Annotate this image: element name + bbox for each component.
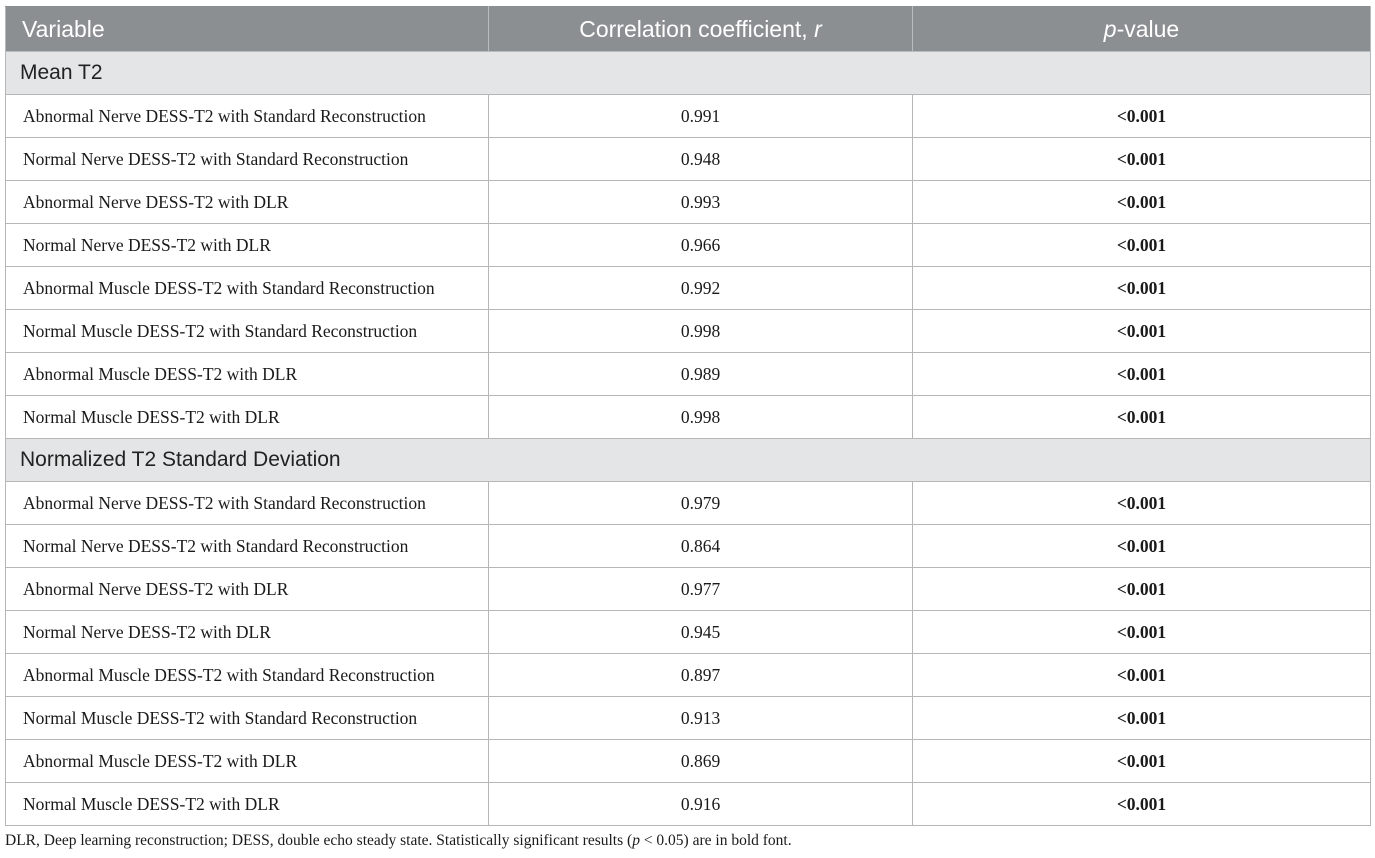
header-correlation-label: Correlation coefficient, — [579, 15, 815, 42]
p-value-cell: <0.001 — [913, 568, 1371, 611]
table-row — [6, 654, 1371, 697]
header-p-value — [913, 7, 1371, 52]
variable-cell: Normal Muscle DESS-T2 with Standard Reconstruction — [6, 310, 489, 353]
table-body — [6, 52, 1371, 826]
table-header-row — [6, 7, 1371, 52]
correlation-cell: 0.948 — [489, 138, 913, 181]
results-table-container — [5, 6, 1370, 826]
correlation-table — [5, 6, 1371, 826]
correlation-cell: 0.913 — [489, 697, 913, 740]
correlation-cell: 0.991 — [489, 95, 913, 138]
footnote-text-1: DLR, Deep learning reconstruction; DESS, double echo steady state. Statistically significant results ( — [5, 832, 633, 849]
p-value-cell: <0.001 — [913, 783, 1371, 826]
p-value-cell: <0.001 — [913, 482, 1371, 525]
section-title: Mean T2 — [6, 52, 1371, 95]
variable-cell: Normal Nerve DESS-T2 with DLR — [6, 224, 489, 267]
correlation-cell: 0.864 — [489, 525, 913, 568]
header-p-symbol: p — [1103, 15, 1117, 42]
variable-cell: Abnormal Nerve DESS-T2 with Standard Reconstruction — [6, 95, 489, 138]
variable-cell: Abnormal Muscle DESS-T2 with Standard Reconstruction — [6, 654, 489, 697]
p-value-cell: <0.001 — [913, 138, 1371, 181]
p-value-cell: <0.001 — [913, 267, 1371, 310]
correlation-cell: 0.916 — [489, 783, 913, 826]
variable-cell: Abnormal Nerve DESS-T2 with Standard Reconstruction — [6, 482, 489, 525]
table-row — [6, 783, 1371, 826]
table-row — [6, 482, 1371, 525]
p-value-cell: <0.001 — [913, 181, 1371, 224]
footnote-text-2: < 0.05) are in bold font. — [639, 832, 792, 849]
header-correlation-symbol: r — [814, 15, 822, 42]
p-value-cell: <0.001 — [913, 353, 1371, 396]
variable-cell: Abnormal Nerve DESS-T2 with DLR — [6, 568, 489, 611]
table-row — [6, 611, 1371, 654]
table-row — [6, 224, 1371, 267]
correlation-cell: 0.977 — [489, 568, 913, 611]
table-footnote — [5, 832, 792, 850]
section-title: Normalized T2 Standard Deviation — [6, 439, 1371, 482]
correlation-cell: 0.966 — [489, 224, 913, 267]
table-row — [6, 396, 1371, 439]
variable-cell: Normal Muscle DESS-T2 with Standard Reconstruction — [6, 697, 489, 740]
correlation-cell: 0.998 — [489, 396, 913, 439]
p-value-cell: <0.001 — [913, 654, 1371, 697]
section-header-row — [6, 439, 1371, 482]
p-value-cell: <0.001 — [913, 224, 1371, 267]
correlation-cell: 0.945 — [489, 611, 913, 654]
variable-cell: Abnormal Muscle DESS-T2 with DLR — [6, 740, 489, 783]
variable-cell: Abnormal Nerve DESS-T2 with DLR — [6, 181, 489, 224]
table-row — [6, 740, 1371, 783]
correlation-cell: 0.998 — [489, 310, 913, 353]
table-row — [6, 181, 1371, 224]
header-correlation — [489, 7, 913, 52]
variable-cell: Normal Nerve DESS-T2 with Standard Reconstruction — [6, 138, 489, 181]
table-row — [6, 568, 1371, 611]
header-variable: Variable — [6, 7, 489, 52]
table-row — [6, 697, 1371, 740]
correlation-cell: 0.869 — [489, 740, 913, 783]
variable-cell: Abnormal Muscle DESS-T2 with Standard Reconstruction — [6, 267, 489, 310]
header-p-suffix: -value — [1116, 15, 1180, 42]
table-row — [6, 95, 1371, 138]
correlation-cell: 0.989 — [489, 353, 913, 396]
correlation-cell: 0.979 — [489, 482, 913, 525]
table-row — [6, 525, 1371, 568]
footnote-p-symbol: p — [632, 832, 640, 849]
table-row — [6, 310, 1371, 353]
variable-cell: Abnormal Muscle DESS-T2 with DLR — [6, 353, 489, 396]
p-value-cell: <0.001 — [913, 525, 1371, 568]
correlation-cell: 0.992 — [489, 267, 913, 310]
table-row — [6, 138, 1371, 181]
variable-cell: Normal Nerve DESS-T2 with DLR — [6, 611, 489, 654]
variable-cell: Normal Muscle DESS-T2 with DLR — [6, 396, 489, 439]
p-value-cell: <0.001 — [913, 95, 1371, 138]
section-header-row — [6, 52, 1371, 95]
table-row — [6, 267, 1371, 310]
p-value-cell: <0.001 — [913, 310, 1371, 353]
table-row — [6, 353, 1371, 396]
p-value-cell: <0.001 — [913, 697, 1371, 740]
p-value-cell: <0.001 — [913, 740, 1371, 783]
variable-cell: Normal Nerve DESS-T2 with Standard Reconstruction — [6, 525, 489, 568]
p-value-cell: <0.001 — [913, 611, 1371, 654]
variable-cell: Normal Muscle DESS-T2 with DLR — [6, 783, 489, 826]
correlation-cell: 0.897 — [489, 654, 913, 697]
correlation-cell: 0.993 — [489, 181, 913, 224]
p-value-cell: <0.001 — [913, 396, 1371, 439]
